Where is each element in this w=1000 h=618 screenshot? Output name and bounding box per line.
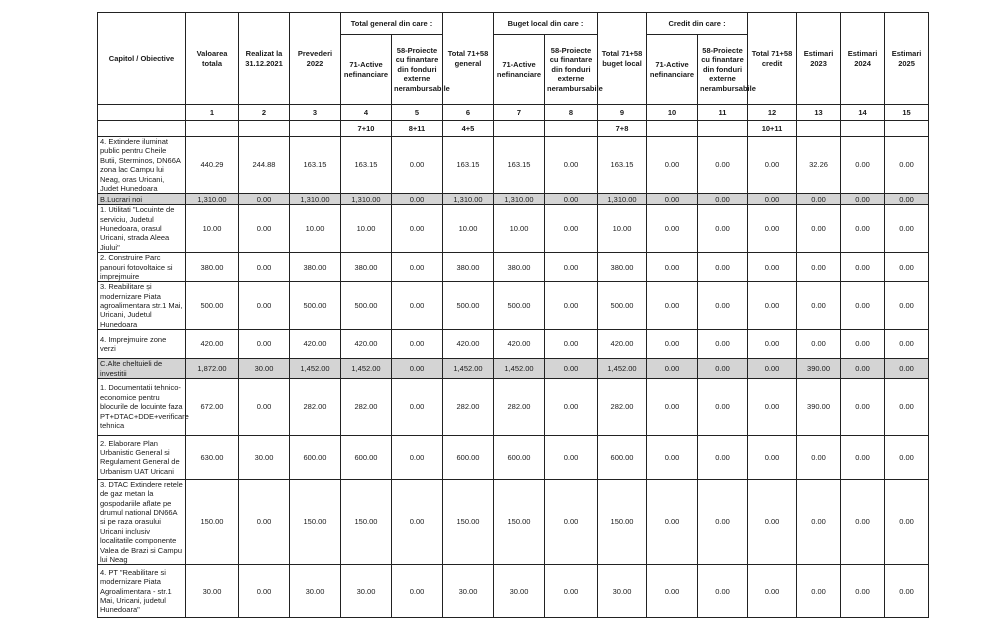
objective-cell: 2. Elaborare Plan Urbanistic General si Regulament General de Urbanism UAT Uricani [98,435,186,479]
column-number: 14 [841,105,885,121]
table-cell: 1,452.00 [443,359,494,379]
column-number: 4 [341,105,392,121]
formula-cell: 4+5 [443,121,494,137]
table-cell: 150.00 [443,479,494,564]
objective-cell: 3. DTAC Extindere retele de gaz metan la gospodariile aflate pe drumul national DN66A si pe raza orasului Uricani inclusiv localitatile componente Valea de Brazi si Campu lui Neag [98,479,186,564]
table-cell: 1,310.00 [341,194,392,205]
table-cell: 1,452.00 [290,359,341,379]
table-row [98,137,929,194]
table-cell: 0.00 [545,378,598,435]
table-cell: 10.00 [494,205,545,253]
table-cell: 0.00 [841,479,885,564]
investment-budget-table [97,12,929,618]
table-cell: 0.00 [392,435,443,479]
table-cell: 0.00 [647,435,698,479]
table-cell: 672.00 [186,378,239,435]
table-cell: 0.00 [841,378,885,435]
table-cell: 0.00 [698,378,748,435]
table-cell: 500.00 [443,282,494,330]
table-cell: 420.00 [598,330,647,359]
table-cell: 500.00 [290,282,341,330]
table-cell: 282.00 [290,378,341,435]
formula-row [98,121,929,137]
table-cell: 0.00 [885,194,929,205]
table-cell: 0.00 [841,565,885,618]
table-cell: 0.00 [841,194,885,205]
table-cell: 0.00 [797,565,841,618]
table-cell: 0.00 [885,565,929,618]
table-cell: 1,310.00 [186,194,239,205]
column-number: 10 [647,105,698,121]
header-prevederi: Prevederi 2022 [290,13,341,105]
table-cell: 163.15 [341,137,392,194]
table-cell: 0.00 [698,565,748,618]
table-cell: 0.00 [698,253,748,282]
table-cell: 0.00 [885,205,929,253]
table-cell: 0.00 [885,378,929,435]
table-cell: 30.00 [186,565,239,618]
table-cell: 0.00 [647,378,698,435]
table-cell: 0.00 [748,137,797,194]
table-cell: 0.00 [797,282,841,330]
table-cell: 0.00 [545,253,598,282]
table-cell: 1,310.00 [494,194,545,205]
table-cell: 0.00 [885,435,929,479]
table-cell: 163.15 [443,137,494,194]
table-cell: 0.00 [647,282,698,330]
table-cell: 380.00 [494,253,545,282]
header-estimari-2023: Estimari 2023 [797,13,841,105]
table-cell: 0.00 [698,359,748,379]
table-cell: 0.00 [545,330,598,359]
table-row [98,330,929,359]
header-estimari-2024: Estimari 2024 [841,13,885,105]
table-cell: 0.00 [239,253,290,282]
table-cell: 420.00 [494,330,545,359]
table-cell: 420.00 [290,330,341,359]
table-cell: 1,452.00 [494,359,545,379]
table-cell: 30.00 [443,565,494,618]
section-row [98,194,929,205]
formula-cell [239,121,290,137]
column-number: 11 [698,105,748,121]
formula-cell: 10+11 [748,121,797,137]
table-cell: 0.00 [392,253,443,282]
table-cell: 0.00 [647,205,698,253]
table-cell: 420.00 [341,330,392,359]
table-row [98,205,929,253]
formula-cell [698,121,748,137]
table-cell: 0.00 [748,378,797,435]
table-cell: 10.00 [598,205,647,253]
table-cell: 0.00 [698,479,748,564]
formula-cell [885,121,929,137]
table-cell: 150.00 [341,479,392,564]
table-cell: 500.00 [494,282,545,330]
table-cell: 0.00 [748,330,797,359]
table-cell: 380.00 [443,253,494,282]
header-total-general: Total 71+58 general [443,13,494,105]
objective-cell: 1. Documentatii tehnico-economice pentru blocurile de locuinte faza PT+DTAC+DDE+verificare tehnica [98,378,186,435]
table-cell: 0.00 [885,359,929,379]
table-cell: 0.00 [545,479,598,564]
table-cell: 0.00 [392,479,443,564]
table-cell: 0.00 [885,330,929,359]
table-cell [98,105,186,121]
table-cell: 500.00 [186,282,239,330]
table-cell: 0.00 [239,479,290,564]
header-buget-local-group: Buget local din care : [494,13,598,35]
header-capitol: Capitol / Obiective [98,13,186,105]
table-cell: 163.15 [598,137,647,194]
table-cell: 390.00 [797,359,841,379]
column-number: 1 [186,105,239,121]
objective-cell: 4. Imprejmuire zone verzi [98,330,186,359]
table-cell: 600.00 [341,435,392,479]
table-cell: 0.00 [698,330,748,359]
formula-cell [186,121,239,137]
table-cell: 600.00 [443,435,494,479]
table-cell: 0.00 [885,137,929,194]
column-number: 9 [598,105,647,121]
table-cell: 1,872.00 [186,359,239,379]
column-number: 5 [392,105,443,121]
formula-cell [290,121,341,137]
table-cell: 0.00 [797,330,841,359]
table-cell: 600.00 [290,435,341,479]
table-row [98,282,929,330]
table-cell: 0.00 [841,205,885,253]
table-cell: 1,310.00 [598,194,647,205]
table-cell: 244.88 [239,137,290,194]
header-estimari-2025: Estimari 2025 [885,13,929,105]
table-cell: 0.00 [647,253,698,282]
table-cell: 30.00 [290,565,341,618]
header-bl-71: 71-Active nefinanciare [494,35,545,105]
column-number-row [98,105,929,121]
table-cell: 10.00 [443,205,494,253]
table-cell: 0.00 [748,194,797,205]
table-cell: 282.00 [341,378,392,435]
header-cr-71: 71-Active nefinanciare [647,35,698,105]
table-cell: 30.00 [598,565,647,618]
table-cell: 0.00 [647,479,698,564]
objective-cell: 2. Construire Parc panouri fotovoltaice si imprejmuire [98,253,186,282]
table-cell: 163.15 [290,137,341,194]
table-cell: 0.00 [647,330,698,359]
column-number: 7 [494,105,545,121]
table-cell: 0.00 [748,435,797,479]
table-cell: 10.00 [290,205,341,253]
header-credit-group: Credit din care : [647,13,748,35]
table-cell: 0.00 [698,137,748,194]
table-cell: 1,452.00 [598,359,647,379]
table-cell: 0.00 [545,194,598,205]
table-cell: 0.00 [545,137,598,194]
column-number: 15 [885,105,929,121]
table-cell: 0.00 [797,205,841,253]
table-cell: 0.00 [392,565,443,618]
table-cell: 1,310.00 [290,194,341,205]
header-row-groups [98,13,929,35]
header-total-buget-local: Total 71+58 buget local [598,13,647,105]
table-cell: 0.00 [698,282,748,330]
table-cell: 630.00 [186,435,239,479]
table-cell: 380.00 [341,253,392,282]
table-cell: 282.00 [443,378,494,435]
header-total-general-group: Total general din care : [341,13,443,35]
table-cell: 0.00 [392,330,443,359]
table-row [98,565,929,618]
table-cell: 0.00 [698,194,748,205]
table-cell: 0.00 [647,565,698,618]
formula-cell [797,121,841,137]
table-cell: 0.00 [748,282,797,330]
table-cell: 0.00 [748,205,797,253]
table-cell: 0.00 [239,282,290,330]
table-cell: 150.00 [598,479,647,564]
column-number: 12 [748,105,797,121]
table-cell: 0.00 [392,378,443,435]
table-cell: 1,310.00 [443,194,494,205]
formula-cell [494,121,545,137]
table-cell: 282.00 [598,378,647,435]
table-cell: 0.00 [647,137,698,194]
table-cell: 0.00 [885,479,929,564]
objective-cell: 4. PT "Reabilitare si modernizare Piata Agroalimentara - str.1 Mai, Uricani, judetul Hunedoara" [98,565,186,618]
table-cell: 0.00 [239,194,290,205]
table-cell: 0.00 [392,194,443,205]
table-cell: 0.00 [545,205,598,253]
table-row [98,479,929,564]
table-cell: 0.00 [841,137,885,194]
table-cell: 0.00 [748,565,797,618]
table-cell: 600.00 [598,435,647,479]
header-total-credit: Total 71+58 credit [748,13,797,105]
header-cr-58: 58-Proiecte cu finantare din fonduri externe nerambursabile [698,35,748,105]
table-cell: 0.00 [698,205,748,253]
table-cell: 0.00 [841,330,885,359]
table-cell: 0.00 [647,359,698,379]
header-tg-71: 71-Active nefinanciare [341,35,392,105]
table-cell: 0.00 [239,205,290,253]
table-cell: 0.00 [239,330,290,359]
table-cell: 30.00 [239,435,290,479]
table-cell: 0.00 [748,359,797,379]
header-realizat: Realizat la 31.12.2021 [239,13,290,105]
table-cell: 0.00 [545,282,598,330]
formula-cell: 8+11 [392,121,443,137]
formula-cell: 7+10 [341,121,392,137]
table-cell: 0.00 [797,435,841,479]
table-cell: 150.00 [494,479,545,564]
section-row [98,359,929,379]
objective-cell: 1. Utilitati "Locuinte de serviciu, Judetul Hunedoara, orasul Uricani, strada Aleea Jiului" [98,205,186,253]
table-cell: 1,452.00 [341,359,392,379]
table-cell: 0.00 [841,253,885,282]
table-cell: 0.00 [239,378,290,435]
table-row [98,435,929,479]
table-cell: 163.15 [494,137,545,194]
table-cell: 380.00 [186,253,239,282]
table-cell: 32.26 [797,137,841,194]
formula-cell [841,121,885,137]
table-cell: 380.00 [598,253,647,282]
table-cell: 390.00 [797,378,841,435]
table-cell: 0.00 [885,282,929,330]
table-cell: 0.00 [797,479,841,564]
formula-cell [647,121,698,137]
table-cell: 0.00 [392,137,443,194]
table-cell: 0.00 [748,479,797,564]
table-cell: 30.00 [239,359,290,379]
column-number: 13 [797,105,841,121]
table-cell: 10.00 [186,205,239,253]
table-cell: 0.00 [748,253,797,282]
header-valoarea-totala: Valoarea totala [186,13,239,105]
table-cell: 380.00 [290,253,341,282]
objective-cell: 3. Reabilitare și modernizare Piata agroalimentara str.1 Mai, Uricani, Judetul Hunedoara [98,282,186,330]
table-row [98,253,929,282]
formula-cell: 7+8 [598,121,647,137]
formula-cell [545,121,598,137]
table-cell: 0.00 [797,253,841,282]
table-cell: 0.00 [885,253,929,282]
table-cell: 440.29 [186,137,239,194]
table-cell: 30.00 [341,565,392,618]
table-cell: 0.00 [239,565,290,618]
table-cell: 150.00 [186,479,239,564]
table-cell: 0.00 [392,359,443,379]
table-cell: 0.00 [797,194,841,205]
header-bl-58: 58-Proiecte cu finantare din fonduri externe nerambursabile [545,35,598,105]
table-cell: 0.00 [841,282,885,330]
column-number: 3 [290,105,341,121]
objective-cell: C.Alte cheltuieli de investitii [98,359,186,379]
table-cell: 500.00 [341,282,392,330]
table-cell: 600.00 [494,435,545,479]
table-cell: 0.00 [545,565,598,618]
table-cell: 0.00 [545,435,598,479]
table-cell: 282.00 [494,378,545,435]
table-cell [98,121,186,137]
table-cell: 0.00 [392,205,443,253]
table-cell: 500.00 [598,282,647,330]
table-cell: 30.00 [494,565,545,618]
table-cell: 150.00 [290,479,341,564]
column-number: 6 [443,105,494,121]
table-row [98,378,929,435]
table-cell: 0.00 [841,435,885,479]
objective-cell: 4. Extindere iluminat public pentru Cheile Butii, Sterminos, DN66A zona lac Campu lui Neag, oras Uricani, Judet Hunedoara [98,137,186,194]
table-cell: 420.00 [443,330,494,359]
objective-cell: B.Lucrari noi [98,194,186,205]
table-cell: 0.00 [545,359,598,379]
table-cell: 0.00 [647,194,698,205]
table-cell: 10.00 [341,205,392,253]
column-number: 8 [545,105,598,121]
table-cell: 0.00 [392,282,443,330]
table-cell: 420.00 [186,330,239,359]
column-number: 2 [239,105,290,121]
table-cell: 0.00 [698,435,748,479]
table-cell: 0.00 [841,359,885,379]
header-tg-58: 58-Proiecte cu finantare din fonduri externe nerambursabile [392,35,443,105]
